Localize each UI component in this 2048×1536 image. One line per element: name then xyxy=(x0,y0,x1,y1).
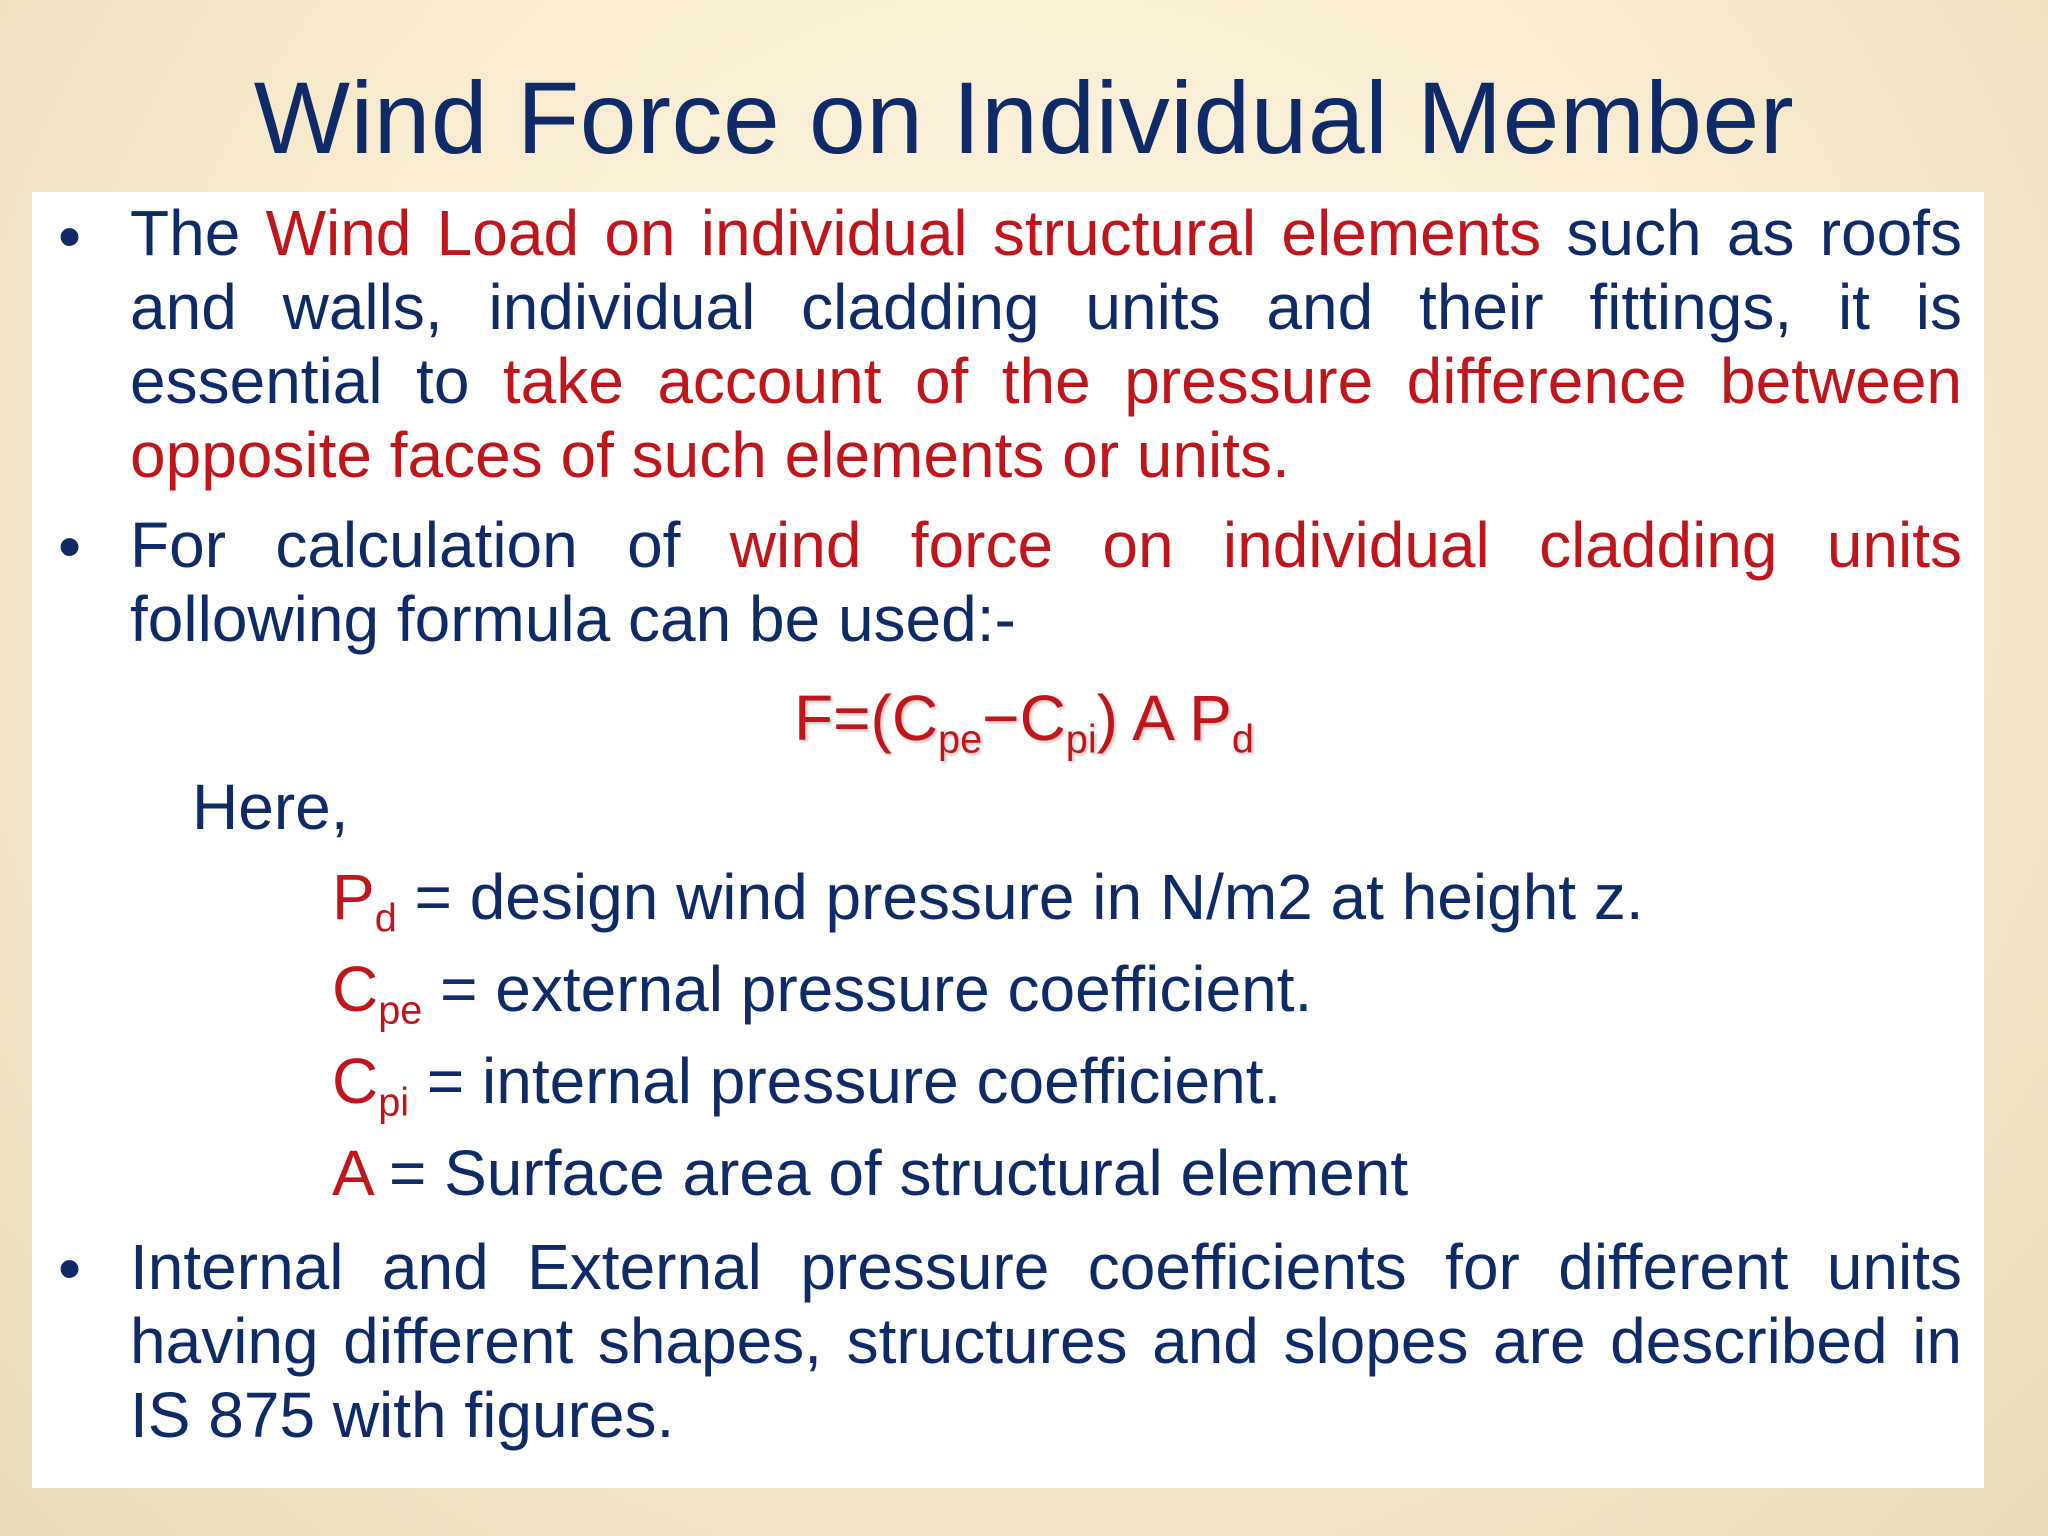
bullet-paragraph-3 xyxy=(130,1230,1962,1452)
bullet-3-text: Internal and External pressure coefficients for different units having different shapes, structures and slopes are described in IS 875 with figures. xyxy=(130,1231,1962,1451)
definition-cpe-symbol: C xyxy=(332,953,379,1025)
bullet-paragraph-2 xyxy=(130,508,1962,656)
formula-sub-d: d xyxy=(1231,717,1254,762)
definition-pd-subscript: d xyxy=(374,896,397,941)
definition-cpi-text: = internal pressure coefficient. xyxy=(409,1045,1282,1117)
definition-pd xyxy=(332,860,1644,941)
bullet-1-highlight-a: Wind Load on individual structural elements xyxy=(265,197,1542,269)
bullet-2-text-b: following formula can be used:- xyxy=(130,583,1016,655)
formula-lhs: F=(C xyxy=(794,682,939,754)
definition-pd-symbol: P xyxy=(332,861,375,933)
definition-cpi-subscript: pi xyxy=(378,1080,410,1125)
definition-a-text: = Surface area of structural element xyxy=(371,1137,1409,1209)
definition-cpi xyxy=(332,1044,1282,1125)
bullet-paragraph-1 xyxy=(130,196,1962,492)
definition-cpe xyxy=(332,952,1313,1033)
wind-force-formula xyxy=(0,680,2048,762)
bullet-1-text-a: The xyxy=(130,197,266,269)
bullet-1-text-b: such as roofs and walls, individual cladding units and their fittings, it is essential to xyxy=(130,197,1963,417)
bullet-marker-1: • xyxy=(58,199,82,273)
definition-pd-text: = design wind pressure in N/m2 at height z. xyxy=(396,861,1644,933)
slide-title: Wind Force on Individual Member xyxy=(253,61,1795,175)
definition-cpe-subscript: pe xyxy=(378,988,423,1033)
formula-sub-pi: pi xyxy=(1065,717,1097,762)
definition-a xyxy=(332,1136,1408,1210)
bullet-2-text-a: For calculation of xyxy=(130,509,730,581)
bullet-1-highlight-b: take account of the pressure difference between opposite faces of such elements or units. xyxy=(130,345,1962,491)
bullet-2-highlight: wind force on individual cladding units xyxy=(729,509,1963,581)
formula-sub-pe: pe xyxy=(938,717,983,762)
formula-mid: ) A P xyxy=(1096,682,1232,754)
bullet-marker-2: • xyxy=(58,509,82,583)
definition-a-symbol: A xyxy=(332,1137,372,1209)
definition-cpi-symbol: C xyxy=(332,1045,379,1117)
bullet-marker-3: • xyxy=(58,1231,82,1305)
here-label: Here, xyxy=(192,771,349,843)
definition-cpe-text: = external pressure coefficient. xyxy=(422,953,1313,1025)
formula-minus: −C xyxy=(982,682,1066,754)
